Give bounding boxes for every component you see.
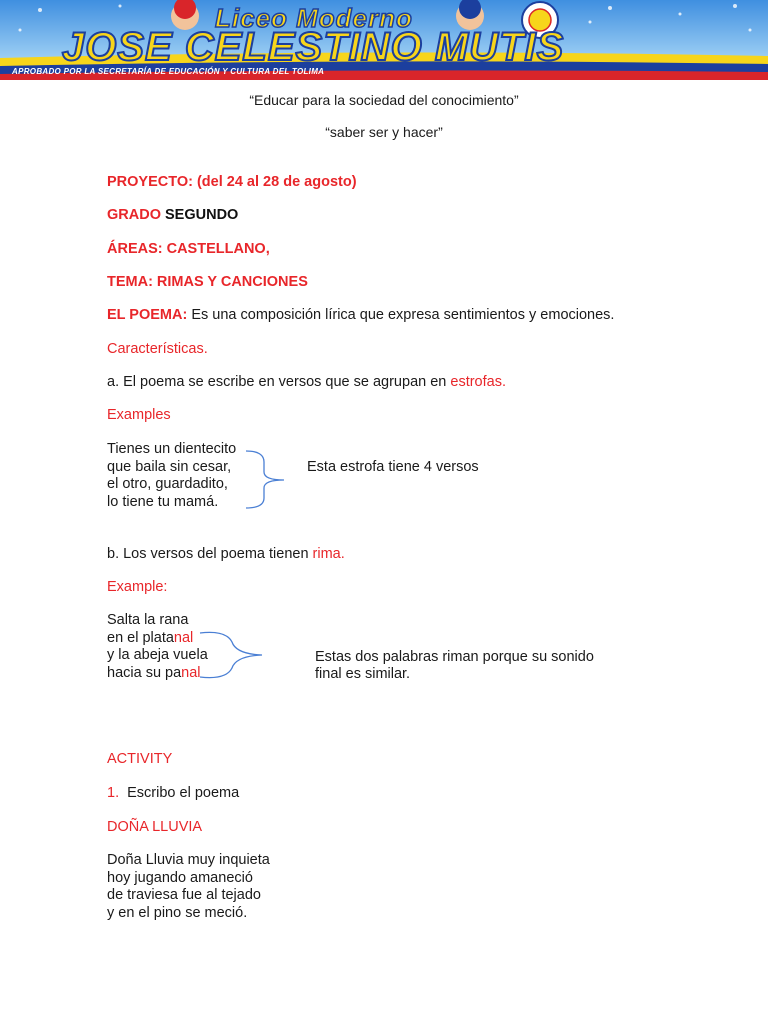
- poem-definition-label: EL POEMA:: [107, 307, 188, 323]
- grade-line: [107, 207, 238, 224]
- rhyme-line-2: [107, 630, 208, 648]
- stanza-note: Esta estrofa tiene 4 versos: [307, 459, 479, 475]
- rhyme-note-line-1: Estas dos palabras riman porque su sonido: [315, 649, 594, 665]
- rhyme-line-4-ending: nal: [181, 664, 201, 681]
- examples-label: Examples: [107, 407, 171, 423]
- poem-line: y en el pino se meció.: [107, 904, 248, 921]
- rhyme-line-4-start: hacia su pa: [107, 664, 182, 681]
- rhyme-line-4: [107, 665, 208, 683]
- rhyme-note-line-2: final es similar.: [315, 666, 411, 682]
- stanza-example: [107, 441, 236, 511]
- rhyme-line-2-ending: nal: [173, 629, 194, 646]
- banner-top-title: Liceo Moderno: [215, 3, 413, 33]
- banner-main-title: JOSE CELESTINO MUTIS: [62, 25, 565, 69]
- characteristics-heading: Características.: [107, 341, 208, 357]
- motto-line-2: “saber ser y hacer”: [325, 124, 443, 140]
- project-heading: PROYECTO: (del 24 al 28 de agosto): [107, 174, 357, 190]
- motto-line-1: “Educar para la sociedad del conocimiento”: [249, 92, 519, 108]
- grade-label: GRADO: [107, 207, 161, 223]
- activity-item: [107, 785, 239, 802]
- school-banner: [0, 0, 768, 80]
- stanza-line: que baila sin cesar,: [107, 458, 232, 475]
- point-b-highlight: rima.: [312, 546, 345, 562]
- example-label: Example:: [107, 579, 168, 595]
- areas-heading: ÁREAS: CASTELLANO,: [107, 241, 270, 257]
- point-b-text: b. Los versos del poema tienen: [107, 546, 309, 562]
- poem-definition: [107, 307, 614, 324]
- poem-line: de traviesa fue al tejado: [107, 887, 261, 903]
- rhyme-example: [107, 612, 208, 682]
- rhyme-line-1: Salta la rana: [107, 612, 189, 628]
- poem-line: Doña Lluvia muy inquieta: [107, 852, 270, 868]
- rhyme-line-3: y la abeja vuela: [107, 647, 208, 663]
- point-b: [107, 546, 345, 563]
- activity-item-number: 1.: [107, 785, 120, 801]
- point-a-highlight: estrofas.: [450, 374, 506, 390]
- activity-item-text: Escribo el poema: [127, 785, 240, 801]
- stanza-brace: [240, 446, 290, 512]
- rhyme-line-2-start: en el plata: [107, 629, 174, 646]
- point-a: [107, 374, 506, 391]
- poem-title: DOÑA LLUVIA: [107, 819, 203, 835]
- rhyme-brace: [196, 628, 268, 684]
- stanza-line: el otro, guardadito,: [107, 476, 228, 492]
- poem-line: hoy jugando amaneció: [107, 869, 253, 886]
- poem-body: [107, 852, 270, 922]
- activity-heading: ACTIVITY: [107, 751, 173, 767]
- grade-value: SEGUNDO: [165, 207, 239, 223]
- stanza-line: lo tiene tu mamá.: [107, 493, 219, 510]
- stanza-line: Tienes un dientecito: [107, 441, 237, 457]
- topic-heading: TEMA: RIMAS Y CANCIONES: [107, 274, 308, 290]
- banner-subtitle: APROBADO POR LA SECRETARÍA DE EDUCACIÓN Y CULTURA DEL TOLIMA: [12, 67, 325, 76]
- poem-definition-text: Es una composición lírica que expresa sentimientos y emociones.: [191, 307, 615, 323]
- point-a-text: a. El poema se escribe en versos que se agrupan en: [107, 374, 447, 390]
